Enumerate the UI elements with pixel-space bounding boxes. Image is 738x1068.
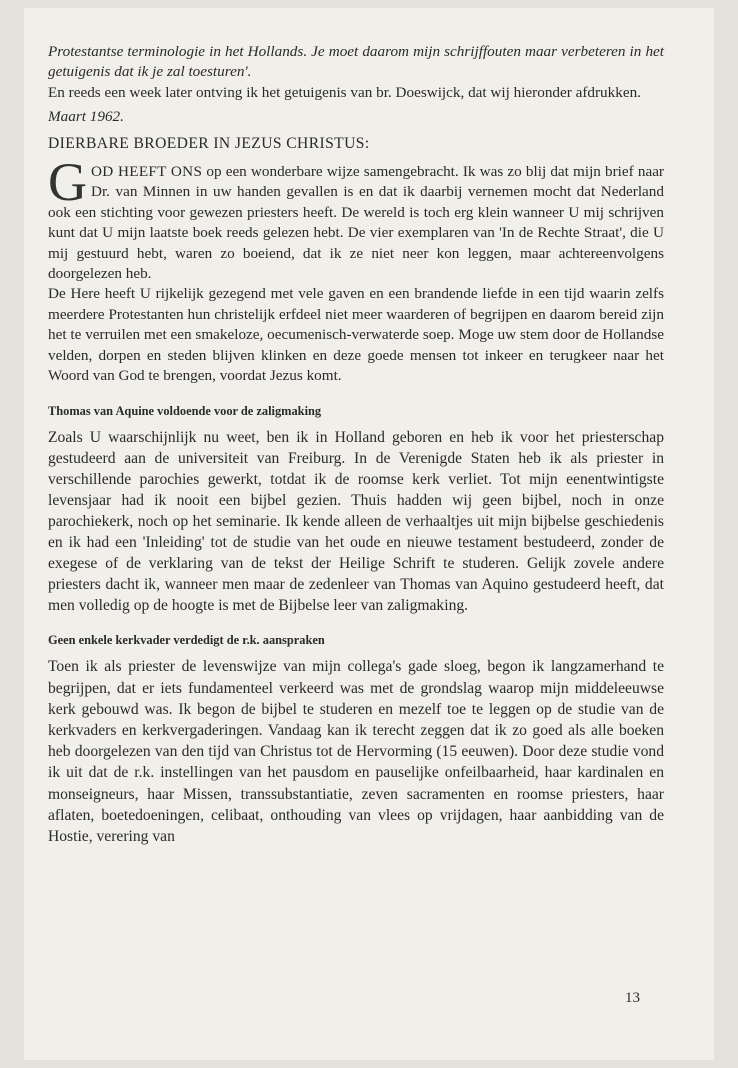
section-2-heading: Geen enkele kerkvader verdedigt de r.k. aanspraken xyxy=(48,632,325,647)
section-1-heading: Thomas van Aquine voldoende voor de zaligmaking xyxy=(48,403,322,418)
intro-quote: Protestantse terminologie in het Hollands. Je moet daarom mijn schrijffouten maar verbeteren in het getuigenis dat ik je zal toesturen'. xyxy=(48,43,664,81)
page-number: 13 xyxy=(625,990,640,1006)
document-page xyxy=(24,8,714,1060)
opening-caps: OD HEEFT ONS xyxy=(91,163,203,181)
page-content xyxy=(48,42,664,847)
drop-cap: G xyxy=(48,152,87,213)
paragraph-1-text: op een wonderbare wijze samengebracht. Ik was zo blij dat mijn brief naar Dr. van Minnen in uw handen gevallen is en dat ik daarbij vernemen mocht dat Nederland ook een stichting voor gewezen priesters heeft. De wereld is toch erg klein wanneer U mij schrijven kunt dat U mijn laatste boek reeds gelezen hebt. De vier exemplaren van 'In de Rechte Straat', die U mij gestuurd hebt, waren zo boeiend, dat ik ze niet neer kon leggen, maar achtereenvolgens doorgelezen heb. xyxy=(48,163,664,283)
letter-paragraph-1 xyxy=(48,152,664,284)
letter-date: Maart 1962. xyxy=(48,108,124,126)
section-1-text: Zoals U waarschijnlijk nu weet, ben ik in Holland geboren en heb ik voor het priesterschap gestudeerd aan de universiteit van Freiburg. In de Verenigde Staten heb ik als priester in verschillende parochies gewerkt, totdat ik de roomse kerk verliet. Tot mijn eenentwintigste levensjaar had ik nooit een bijbel gezien. Thuis hadden wij geen bijbel, noch in onze parochiekerk, noch op het seminarie. Ik kende alleen de verhaaltjes uit mijn bijbelse geschiedenis en ik had een 'Inleiding' tot de studie van het oude en nieuwe testament bestudeerd, zonder de exegese of de verklaring van de tekst der Heilige Schrift te studeren. Gelijk zovele andere priesters dacht ik, wanneer men maar de zedenleer van Thomas van Aquino gestudeerd heeft, dat men volledig op de hoogte is met de Bijbelse leer van zaligmaking. xyxy=(48,428,664,614)
letter-greeting: DIERBARE BROEDER IN JEZUS CHRISTUS: xyxy=(48,134,370,152)
section-2-text: Toen ik als priester de levenswijze van mijn collega's gade sloeg, begon ik langzamerhand te begrijpen, dat er iets fundamenteel verkeerd was met de grondslag waarop mijn middeleeuwse kerk gebouwd was. Ik begon de bijbel te studeren en mezelf toe te leggen op de studie van de kerkvaders en kerkvergaderingen. Vandaag kan ik terecht zeggen dat ik zo goed als alle boeken heb doorgelezen van den tijd van Christus tot de Hervorming (15 eeuwen). Door deze studie vond ik uit dat de r.k. instellingen van het pausdom en pauselijke onfeilbaarheid, haar kardinalen en monseigneurs, haar Missen, transsubstantiatie, zeven sacramenten en roomse priesters, haar aflaten, boetedoeningen, celibaat, onthouding van vlees op vrijdagen, haar aanbidding van de Hostie, verering van xyxy=(48,658,664,845)
letter-paragraph-2: De Here heeft U rijkelijk gezegend met vele gaven en een brandende liefde in een tijd waarin zelfs meerdere Protestanten hun christelijk erfdeel niet meer waarderen of begrijpen en daarom bereid zijn het te verruilen met een smakeloze, oecumenisch-verwaterde soep. Moge uw stem door de Hollandse velden, dorpen en steden blijven klinken en deze goede mensen tot inkeer en terugkeer naar het Woord van God te brengen, voordat Jezus komt. xyxy=(48,285,664,385)
intro-followup: En reeds een week later ontving ik het getuigenis van br. Doeswijck, dat wij hieronder afdrukken. xyxy=(48,83,641,101)
